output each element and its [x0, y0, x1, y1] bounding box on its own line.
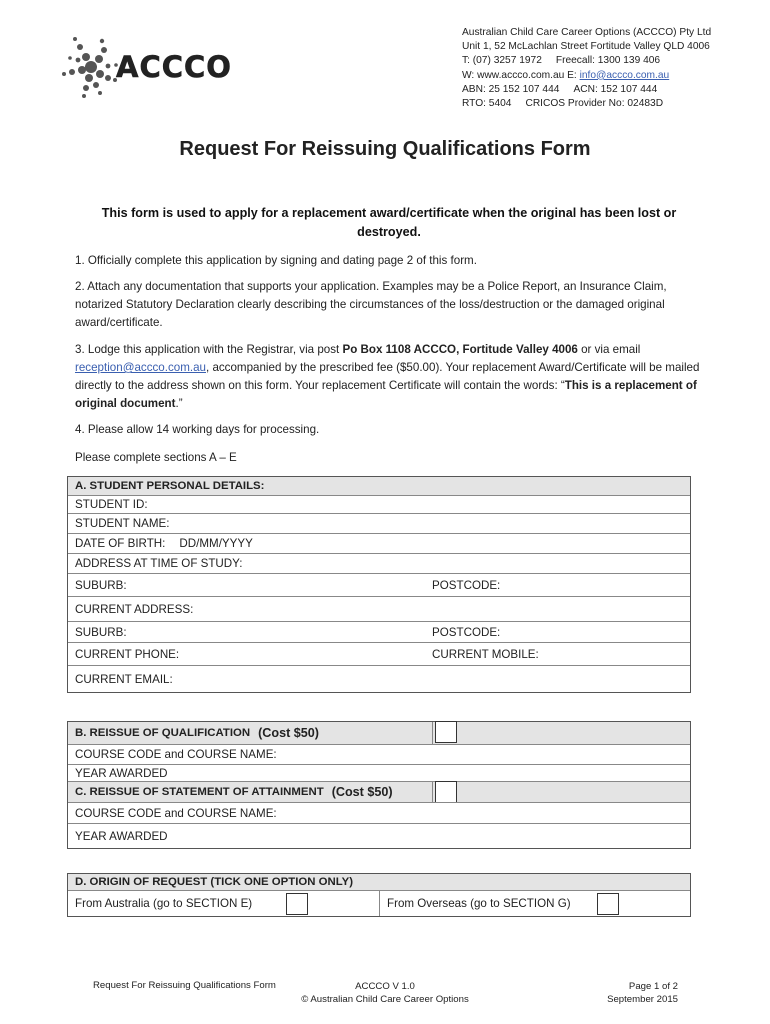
origin-overseas-label: From Overseas (go to SECTION G): [387, 897, 571, 910]
phone-mobile-row[interactable]: [68, 642, 690, 665]
sections-note: Please complete sections A – E: [75, 451, 237, 464]
suburb-postcode-row-1[interactable]: [68, 573, 690, 596]
section-d-table: [67, 873, 691, 917]
organisation-details: [462, 26, 711, 111]
student-id-field[interactable]: STUDENT ID:: [68, 495, 690, 513]
suburb-field-1[interactable]: SUBURB:: [75, 578, 127, 592]
section-b-checkbox[interactable]: [435, 721, 457, 743]
postcode-field-1[interactable]: POSTCODE:: [432, 578, 501, 592]
section-c-checkbox[interactable]: [435, 781, 457, 803]
date-of-birth-field[interactable]: DATE OF BIRTH: DD/MM/YYYY: [68, 533, 690, 553]
suburb-field-2[interactable]: SUBURB:: [75, 625, 127, 639]
instruction-step-1: 1. Officially complete this application by signing and dating page 2 of this form.: [75, 254, 477, 267]
suburb-postcode-row-2[interactable]: [68, 621, 690, 642]
accco-logo-text: ACCCO: [116, 50, 232, 84]
info-email-link[interactable]: info@accco.com.au: [579, 69, 670, 81]
current-email-field[interactable]: CURRENT EMAIL:: [68, 665, 690, 692]
instruction-step-2: 2. Attach any documentation that supports your application. Examples may be a Police Report, an Insurance Claim, notarized Statutory Declaration clearly describing the circumstances of the loss/destruction or the damaged original award/certificate.: [75, 280, 667, 329]
origin-overseas-checkbox[interactable]: [597, 893, 619, 915]
reception-email-link[interactable]: reception@accco.com.au: [75, 361, 206, 374]
instruction-step-3: 3. Lodge this application with the Registrar, via post Po Box 1108 ACCCO, Fortitude Valley 4006 or via email reception@accco.com.au, accompanied by the prescribed fee ($50.00). Your replacement Award/Certificate will be mailed directly to the address shown on this form. Your replacement Certificate will contain the words: “This is a replacement of original document.”: [75, 343, 700, 410]
current-mobile-field[interactable]: CURRENT MOBILE:: [432, 647, 539, 661]
footer-version: ACCCO V 1.0 © Australian Child Care Career Options: [301, 981, 469, 1005]
origin-australia-checkbox[interactable]: [286, 893, 308, 915]
section-b-year-field[interactable]: YEAR AWARDED: [68, 764, 690, 781]
section-a-header: A. STUDENT PERSONAL DETAILS:: [68, 477, 690, 495]
section-c-course-field[interactable]: COURSE CODE and COURSE NAME:: [68, 802, 690, 823]
org-phones: T: (07) 3257 1972 Freecall: 1300 139 406: [462, 55, 661, 67]
intro-text: This form is used to apply for a replacement award/certificate when the original has been lost or destroyed.: [101, 206, 677, 239]
section-b-course-field[interactable]: COURSE CODE and COURSE NAME:: [68, 744, 690, 764]
section-c-year-field[interactable]: YEAR AWARDED: [68, 823, 690, 848]
current-phone-field[interactable]: CURRENT PHONE:: [75, 647, 180, 661]
origin-australia-label: From Australia (go to SECTION E): [75, 897, 253, 910]
footer-form-name: Request For Reissuing Qualifications Form: [93, 980, 276, 991]
section-bc-table: [67, 721, 691, 849]
address-at-study-field[interactable]: ADDRESS AT TIME OF STUDY:: [68, 553, 690, 573]
org-address: Unit 1, 52 McLachlan Street Fortitude Valley QLD 4006: [462, 41, 710, 53]
current-address-field[interactable]: CURRENT ADDRESS:: [68, 596, 690, 621]
postcode-field-2[interactable]: POSTCODE:: [432, 625, 501, 639]
page-title: Request For Reissuing Qualifications Form: [179, 138, 591, 160]
org-web: W: www.accco.com.au E: info@accco.com.au: [462, 69, 670, 81]
origin-options-row: [68, 890, 690, 916]
section-c-header: C. REISSUE OF STATEMENT OF ATTAINMENT (Cost $50): [68, 781, 690, 802]
org-abn: ABN: 25 152 107 444 ACN: 152 107 444: [462, 83, 658, 95]
section-a-table: [67, 476, 691, 693]
instruction-step-4: 4. Please allow 14 working days for processing.: [75, 423, 320, 436]
org-name: Australian Child Care Career Options (ACCCO) Pty Ltd: [462, 27, 712, 38]
footer-page: Page 1 of 2 September 2015: [607, 981, 678, 1005]
student-name-field[interactable]: STUDENT NAME:: [68, 513, 690, 533]
section-d-header: D. ORIGIN OF REQUEST (TICK ONE OPTION ONLY): [68, 874, 690, 890]
section-b-header: B. REISSUE OF QUALIFICATION (Cost $50): [68, 722, 690, 744]
org-rto: RTO: 5404 CRICOS Provider No: 02483D: [462, 98, 664, 110]
